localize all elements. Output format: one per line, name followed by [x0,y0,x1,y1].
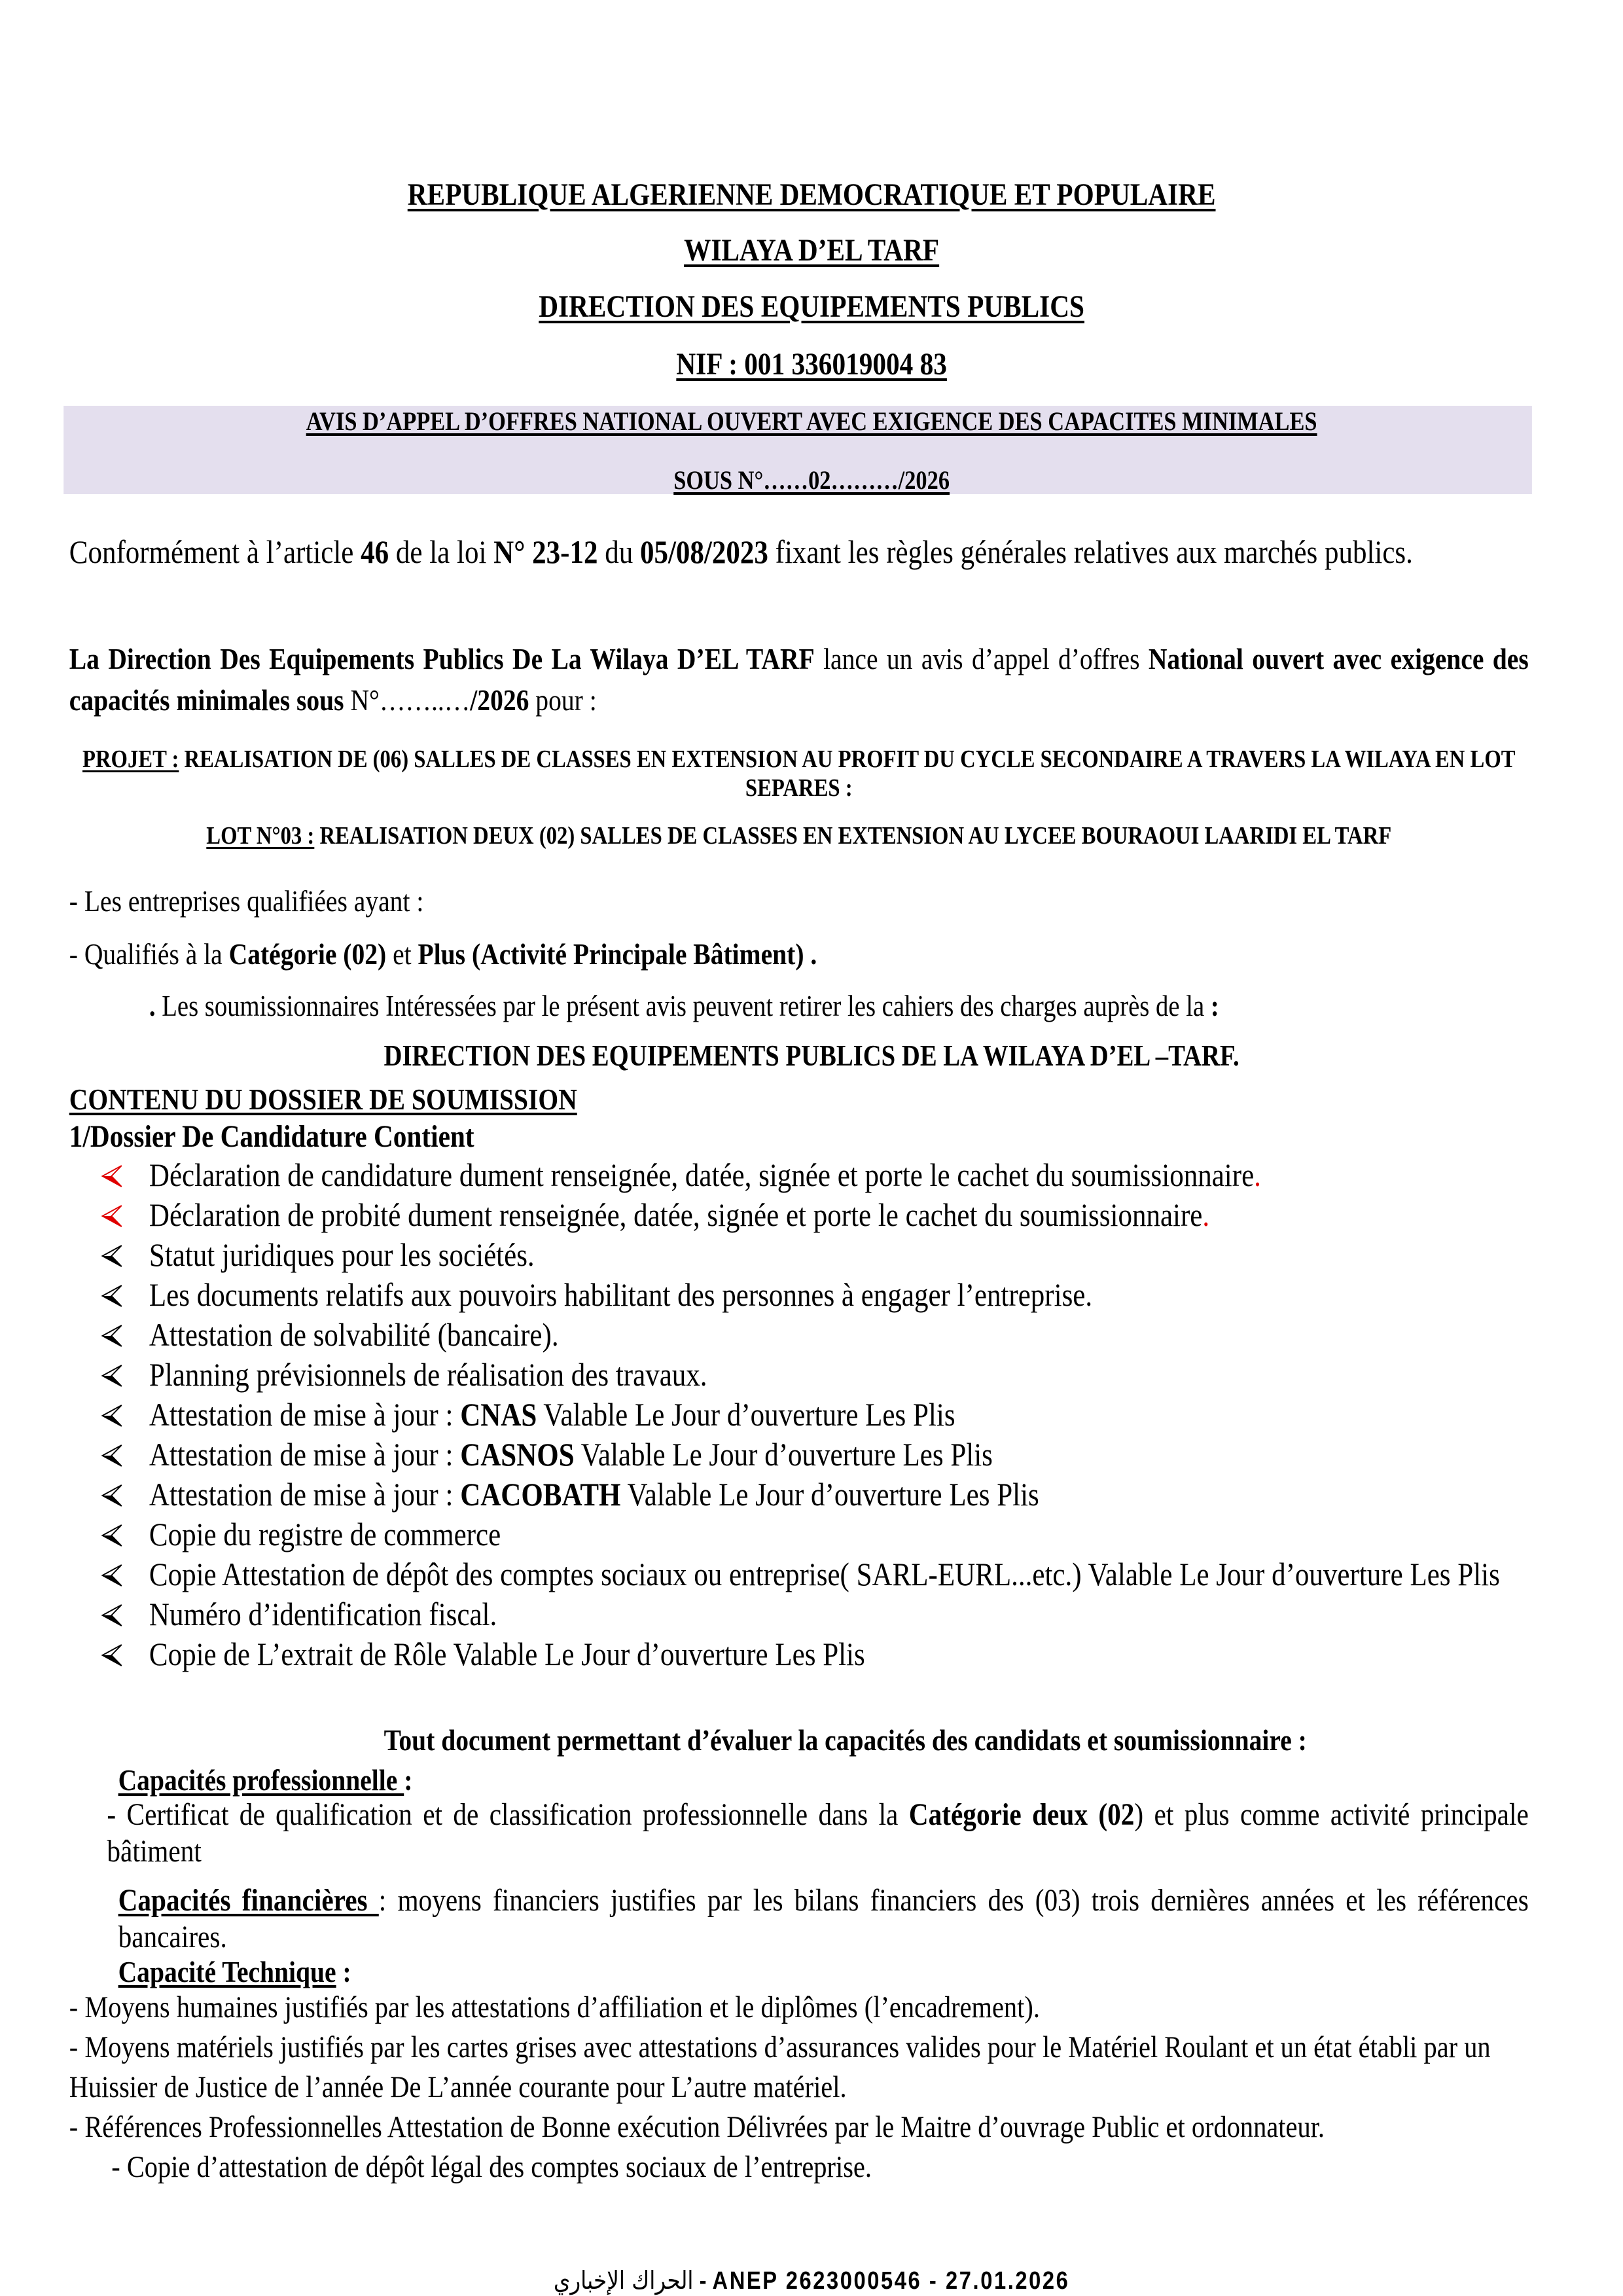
text-segment: Valable Le Jour d’ouverture Les Plis [574,1436,993,1473]
capacities-intro: Tout document permettant d’évaluer la capacités des candidats et soumissionnaire : [383,1723,1307,1757]
text-segment: La Direction Des Equipements Publics De La Wilaya [69,642,677,675]
eligibility-line-2 [69,937,817,971]
text-segment: Les soumissionnaires Intéressées par le présent avis peuvent retirer les cahiers des charges auprès de la [162,990,1211,1022]
footer-reference [0,2266,1623,2295]
text-segment: . [149,990,162,1022]
text-segment: 46 [361,533,389,570]
text-segment: de la loi [389,533,494,570]
text-segment: Conformément à l’article [69,533,361,570]
cap-pro-title-text: Capacités professionnelle [118,1763,404,1797]
text-segment: Attestation de mise à jour : [149,1436,461,1473]
text-segment: Attestation de mise à jour : [149,1396,461,1433]
text-segment: N° [350,683,380,717]
text-segment: /2026 [470,683,529,717]
text-segment: Statut juridiques pour les sociétés. [149,1236,535,1273]
projet-label: PROJET : [82,745,179,773]
arrowhead-left-icon [101,1604,123,1627]
header-nif: NIF : 001 336019004 83 [676,347,947,382]
list-item [101,1594,1531,1634]
notice-number: SOUS N°……02………/2026 [673,465,950,495]
arrowhead-left-icon [101,1324,123,1348]
cap-tech-lines [69,1988,1529,2187]
cap-tech-title [118,1954,351,1989]
text-segment: Planning prévisionnels de réalisation des travaux. [149,1356,707,1393]
text-segment: Valable Le Jour d’ouverture Les Plis [620,1476,1039,1513]
lot-line [69,821,1529,850]
eligibility-line-1 [69,884,424,918]
cap-fin-title: Capacités financières [118,1883,379,1918]
cap-fin [118,1882,1529,1956]
text-segment: Attestation de solvabilité (bancaire). [149,1316,559,1353]
text-segment: - Qualifiés à la [69,937,229,971]
text-segment: Déclaration de probité dument renseignée, datée, signée et porte le cachet du soumissionnaire [149,1196,1203,1233]
arrowhead-left-icon [101,1404,123,1427]
list-item [101,1315,1531,1355]
text-segment: pour : [529,683,597,717]
text-segment: - Certificat de qualification et de classification professionnelle dans la [107,1797,909,1832]
list-item [101,1355,1531,1395]
notice-title: AVIS D’APPEL D’OFFRES NATIONAL OUVERT AVEC EXIGENCE DES CAPACITES MINIMALES [306,406,1317,436]
cap-tech-line: - Moyens matériels justifiés par les cartes grises avec attestations d’assurances valides pour le Matériel Roulant et un état établi par un Huissier de Justice de l’année De L’année courante pour L’autre matériel. [69,2030,1491,2104]
text-segment: 05/08/2023 [639,533,768,570]
header-republic: REPUBLIQUE ALGERIENNE DEMOCRATIQUE ET POPULAIRE [407,177,1216,212]
text-segment: . [1202,1196,1210,1233]
list-item [101,1435,1531,1475]
launch-paragraph [69,638,1529,721]
text-segment: National ouvert avec exigence des capacités minimales sous [69,642,1529,717]
cap-pro-title [118,1763,413,1797]
arrowhead-left-icon [101,1444,123,1467]
cap-tech-colon: : [336,1955,351,1988]
text-segment: lance un avis d’appel d’offres [814,642,1149,675]
list-item [101,1475,1531,1515]
text-segment: ) et plus comme activité principale bâtiment [107,1797,1529,1869]
text-segment: Copie de L’extrait de Rôle Valable Le Jour d’ouverture Les Plis [149,1636,865,1672]
text-segment: D’EL TARF [677,642,815,675]
lot-label: LOT N°03 : [206,822,315,850]
list-item [101,1554,1531,1594]
text-segment: . [1254,1157,1261,1193]
text-segment: CNAS [460,1396,537,1433]
arrowhead-left-icon [101,1564,123,1587]
cap-pro-text [107,1797,1528,1870]
cap-tech-line: - Références Professionnelles Attestation de Bonne exécution Délivrées par le Maitre d’ouvrage Public et ordonnateur. [69,2110,1325,2144]
contents-title: CONTENU DU DOSSIER DE SOUMISSION [69,1083,577,1116]
arrowhead-left-icon [101,1524,123,1547]
arrowhead-left-icon [101,1484,123,1507]
text-segment: et [386,937,418,971]
cap-tech-line: - Copie d’attestation de dépôt légal des comptes sociaux de l’entreprise. [111,2150,872,2184]
text-segment: Catégorie (02) [228,937,387,971]
list-item [101,1634,1531,1674]
dossier-title: 1/Dossier De Candidature Contient [69,1119,474,1154]
eligibility-line-3 [149,989,1219,1023]
text-segment: Copie Attestation de dépôt des comptes sociaux ou entreprise( SARL-EURL...etc.) Valable Le Jour d’ouverture Les Plis [149,1556,1500,1592]
list-item [101,1275,1531,1315]
arrowhead-left-icon [101,1643,123,1667]
cap-pro-colon: : [404,1763,413,1797]
header-wilaya: WILAYA D’EL TARF [684,233,940,268]
text-segment: : [1210,990,1219,1022]
lot-text: REALISATION DEUX (02) SALLES DE CLASSES EN EXTENSION AU LYCEE BOURAOUI LAARIDI EL TARF [314,822,1392,850]
text-segment: CASNOS [460,1436,575,1473]
text-segment: Numéro d’identification fiscal. [149,1596,497,1632]
footer-arabic: الحراك الإخباري [553,2266,694,2295]
text-segment: fixant les règles générales relatives aux marchés publics. [768,533,1413,570]
dossier-list [101,1155,1531,1674]
text-segment: N° 23-12 [493,533,598,570]
list-item [101,1235,1531,1275]
header-direction: DIRECTION DES EQUIPEMENTS PUBLICS [539,289,1085,324]
arrowhead-left-icon [101,1244,123,1268]
cap-fin-text: : moyens financiers justifies par les bilans financiers des (03) trois dernières années et les références bancaires. [118,1883,1529,1954]
text-segment: CACOBATH [460,1476,621,1513]
projet-line [69,745,1529,802]
arrowhead-left-icon [101,1364,123,1388]
text-segment: ……..… [379,683,471,717]
list-item [101,1155,1531,1195]
list-item [101,1515,1531,1554]
footer-ref: - ANEP 2623000546 - 27.01.2026 [693,2267,1070,2295]
text-segment: du [597,533,640,570]
text-segment: Plus (Activité Principale Bâtiment) . [418,937,817,971]
list-item [101,1395,1531,1435]
text-segment: Les entreprises qualifiées ayant : [84,884,424,918]
arrowhead-left-icon [101,1284,123,1308]
text-segment: Catégorie deux (02 [908,1797,1135,1832]
text-segment: Valable Le Jour d’ouverture Les Plis [537,1396,955,1433]
text-segment: Copie du registre de commerce [149,1516,501,1552]
intro-paragraph [69,531,1529,573]
list-item [101,1195,1531,1235]
text-segment: Déclaration de candidature dument renseignée, datée, signée et porte le cachet du soumissionnaire [149,1157,1255,1193]
direction-line: DIRECTION DES EQUIPEMENTS PUBLICS DE LA WILAYA D’EL –TARF. [383,1039,1240,1072]
arrowhead-left-icon [101,1204,123,1228]
arrowhead-left-icon [101,1164,123,1188]
text-segment: Attestation de mise à jour : [149,1476,461,1513]
projet-text: REALISATION DE (06) SALLES DE CLASSES EN EXTENSION AU PROFIT DU CYCLE SECONDAIRE A TRAVERS LA WILAYA EN LOT SEPARES : [179,745,1516,802]
cap-tech-line: - Moyens humaines justifiés par les attestations d’affiliation et le diplômes (l’encadrement). [69,1990,1040,2024]
text-segment: Les documents relatifs aux pouvoirs habilitant des personnes à engager l’entreprise. [149,1276,1093,1313]
text-segment: - [69,884,84,918]
cap-tech-title-text: Capacité Technique [118,1955,336,1988]
